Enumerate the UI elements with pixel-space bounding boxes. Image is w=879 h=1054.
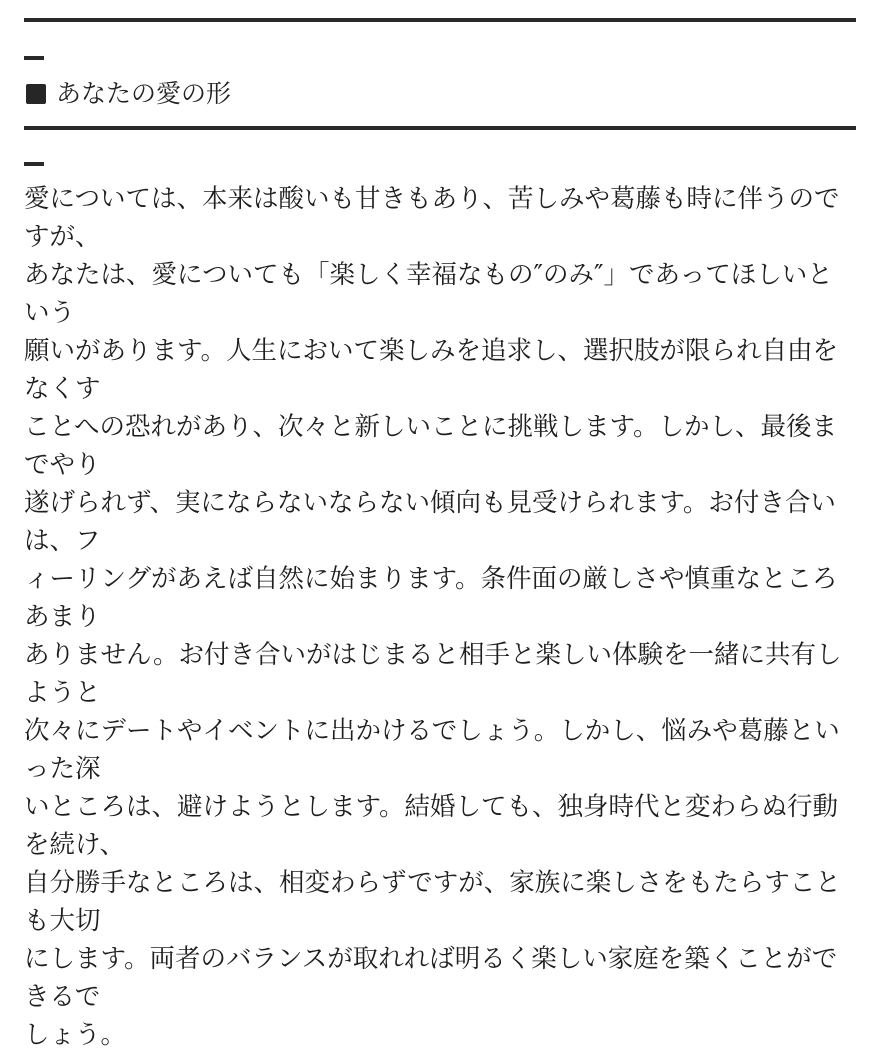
bottom-divider-line [24,126,856,130]
top-divider-line [24,18,856,22]
body-line: 愛については、本来は酸いも甘きもあり、苦しみや葛藤も時に伴うので [24,184,840,214]
black-square-icon [26,84,46,104]
body-line: 次々にデートやイベントに出かけるでしょう。しかし、悩みや葛藤とい [24,716,840,746]
body-line: を続け、 [24,830,125,860]
body-line: いう [24,298,76,328]
section-heading [26,78,231,110]
body-line: にします。両者のバランスが取れれば明るく楽しい家庭を築くことがで [24,944,838,974]
body-line: ようと [24,678,101,708]
body-line: は、フ [24,526,101,556]
body-line: いところは、避けようとします。結婚しても、独身時代と変わらぬ行動 [24,792,838,822]
body-line: しょう。 [24,1020,127,1050]
body-line: きるで [24,982,101,1012]
body-line: あなたは、愛についても「楽しく幸福なもの″のみ″」であってほしいと [24,260,833,290]
body-line: すが、 [24,222,101,252]
body-line: 遂げられず、実にならないならない傾向も見受けられます。お付き合い [24,488,836,518]
body-line: ありません。お付き合いがはじまると相手と楽しい体験を一緒に共有し [24,640,842,670]
top-divider-tail [24,56,44,60]
body-line: も大切 [24,906,101,936]
body-line: 自分勝手なところは、相変わらずですが、家族に楽しさをもたらすこと [24,868,841,898]
body-line: あまり [24,602,101,632]
body-line: った深 [24,754,101,784]
body-paragraph [24,180,864,1054]
bottom-divider-tail [24,162,44,166]
body-line: 願いがあります。人生において楽しみを追求し、選択肢が限られ自由を [24,336,838,366]
body-line: でやり [24,450,101,480]
section-heading-text: あなたの愛の形 [56,79,232,108]
body-line: なくす [24,374,101,404]
body-line: ィーリングがあえば自然に始まります。条件面の厳しさや慎重なところ [24,564,838,594]
body-line: ことへの恐れがあり、次々と新しいことに挑戦します。しかし、最後ま [24,412,837,442]
